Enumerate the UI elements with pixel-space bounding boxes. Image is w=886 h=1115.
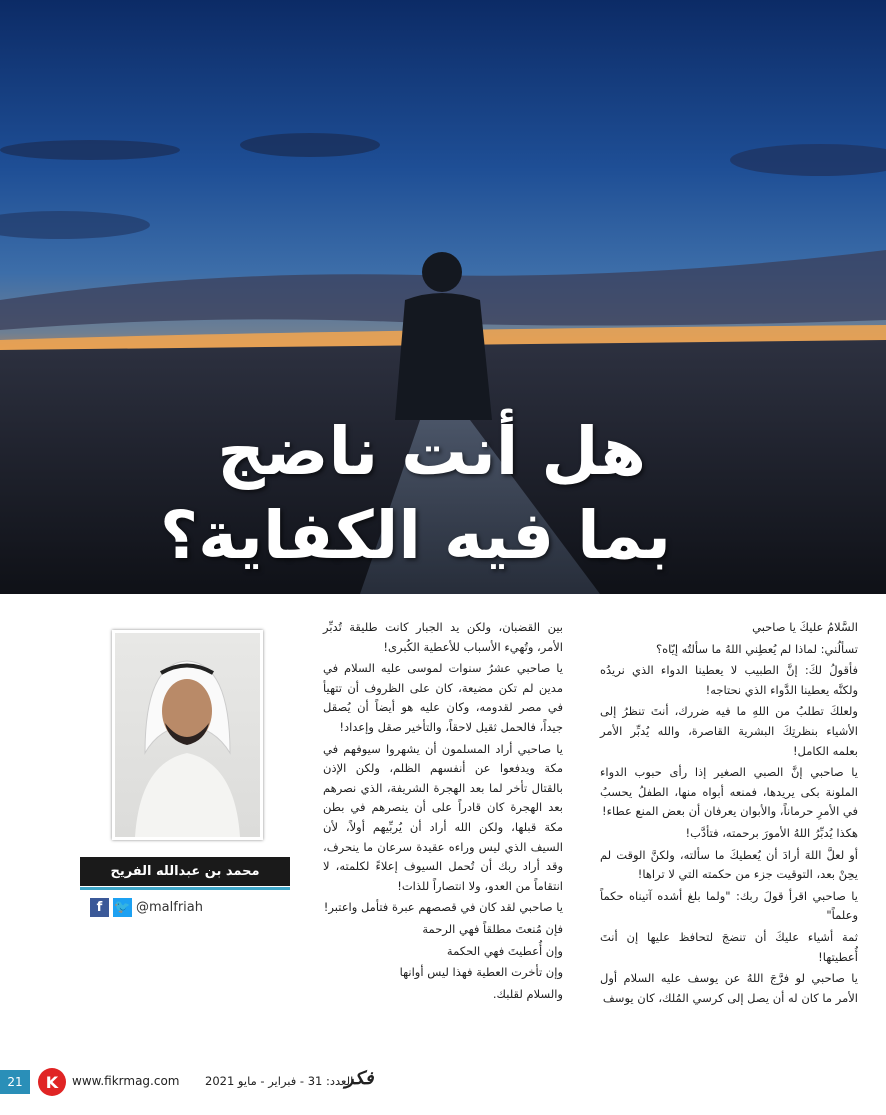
paragraph: أو لعلَّ اللهَ أرادَ أن يُعطيكَ ما سألته، ولكنَّ الوقت لم يحِنْ بعد، التوقيت جزء من حكمته التي لا تراها! bbox=[600, 847, 858, 882]
twitter-icon[interactable]: 🐦 bbox=[114, 900, 131, 915]
magazine-logo: فكر bbox=[345, 1068, 374, 1089]
paragraph: وإن تأخرت العطية فهذا ليس أوانها bbox=[399, 965, 563, 980]
facebook-icon[interactable]: f bbox=[90, 898, 109, 917]
paragraph: السَّلامُ عليكَ يا صاحبي bbox=[752, 620, 858, 634]
paragraph: ولعلكَ تطلبُ من اللهِ ما فيه ضررك، أنتَ تنظرُ إلى الأشياء بنظرتِكَ البشرية القاصرة، والله يُدبِّر الأمر بعلمه الكامل! bbox=[600, 704, 858, 758]
paragraph: والسلام لقلبك. bbox=[492, 986, 563, 1001]
paragraph: يا صاحبي اقرأ قولَ ربك: "ولما بلغ أشده آتيناه حكماً وعلماً" bbox=[600, 888, 858, 923]
paragraph: هكذا يُدبِّرُ اللهُ الأمورَ برحمته، فتأدَّب! bbox=[685, 825, 858, 840]
fikr-logo-icon: K bbox=[38, 1068, 66, 1096]
paragraph: يا صاحبي أراد المسلمون أن يشهروا سيوفهم في مكة ويدفعوا عن أنفسهم الظلم، ولكن الإذن بالقتال تأخر لما بعد الهجرة الشريفة، الذي نصرهم بعد الهجرة كان قادراً على أن ينصرهم في بطن مكة قبلها، ولكن الله أراد أن يُربِّيهم أولاً، لأن السيف الذي ليس وراءه عقيدة سرعان ما ينحرف، وقد أراد ربك أن تُحمل السيوف إعلاءً لكلمته، لا انتقاماً من العدو، ولا انتصاراً للذات! bbox=[323, 741, 563, 893]
article-column-1 bbox=[600, 618, 858, 1010]
author-photo bbox=[112, 630, 263, 840]
website-link[interactable]: www.fikrmag.com bbox=[72, 1074, 180, 1088]
paragraph: وإن أُعطيتَ فهي الحكمة bbox=[446, 943, 563, 958]
paragraph: فإن مُنعتَ مطلقاً فهي الرحمة bbox=[422, 921, 563, 936]
paragraph: بين القضبان، ولكن يد الجبار كانت طليقة تُدبِّر الأمر، وتُهيء الأسباب للأعطية الكُبرى! bbox=[323, 620, 563, 654]
author-social bbox=[90, 898, 203, 917]
issue-info: العدد: 31 - فبراير - مايو 2021 bbox=[205, 1074, 354, 1088]
article-title-line2: بما فيه الكفاية؟ bbox=[159, 497, 671, 574]
paragraph: يا صاحبي إنَّ الصبي الصغير إذا رأى حبوب الدواء الملونة بكى يريدها، فمنعه أبواه منها، الطفلُ يحسبُ في الأمرِ حرماناً، والأبوان يعرفان أن بعض المنع عطاء! bbox=[600, 765, 858, 819]
paragraph: يا صاحبي لقد كان في قصصهم عبرة فتأمل واعتبر! bbox=[323, 900, 563, 915]
article-title-line1: هل أنت ناضج bbox=[217, 413, 646, 490]
paragraph: يا صاحبي عشرُ سنوات لموسى عليه السلام في مدين لم تكن مضيعة، كان على الظروف أن تتهيأ في مصر لقدومه، وكان عليه هو أيضاً أن يُصقل جيداً، فالحمل ثقيل لاحقاً، والتأخير صقل وإعداد! bbox=[323, 661, 563, 734]
author-portrait bbox=[115, 633, 260, 837]
paragraph: يا صاحبي لو فرَّجَ اللهُ عن يوسف عليه السلام أول الأمر ما كان له أن يصل إلى كرسي المُلك، كان يوسف bbox=[600, 971, 858, 1005]
article-column-2 bbox=[323, 618, 563, 1006]
paragraph: ثمة أشياء عليكَ أن تنضجَ لتحافظ عليها إن أنتَ أُعطيتها! bbox=[600, 929, 858, 964]
paragraph: تسألُني: لماذا لم يُعطِني اللهُ ما سألتُه إيّاه؟ bbox=[656, 641, 858, 656]
author-handle[interactable]: @malfriah bbox=[136, 900, 203, 915]
page-number: 21 bbox=[0, 1070, 30, 1094]
paragraph: فأقولُ لكَ: إنَّ الطبيب لا يعطينا الدواء الذي نريدُه ولكنَّه يعطينا الدَّواء الذي نحتاجه! bbox=[600, 663, 858, 697]
author-underline bbox=[80, 887, 290, 890]
author-name: محمد بن عبدالله الفريح bbox=[80, 857, 290, 886]
